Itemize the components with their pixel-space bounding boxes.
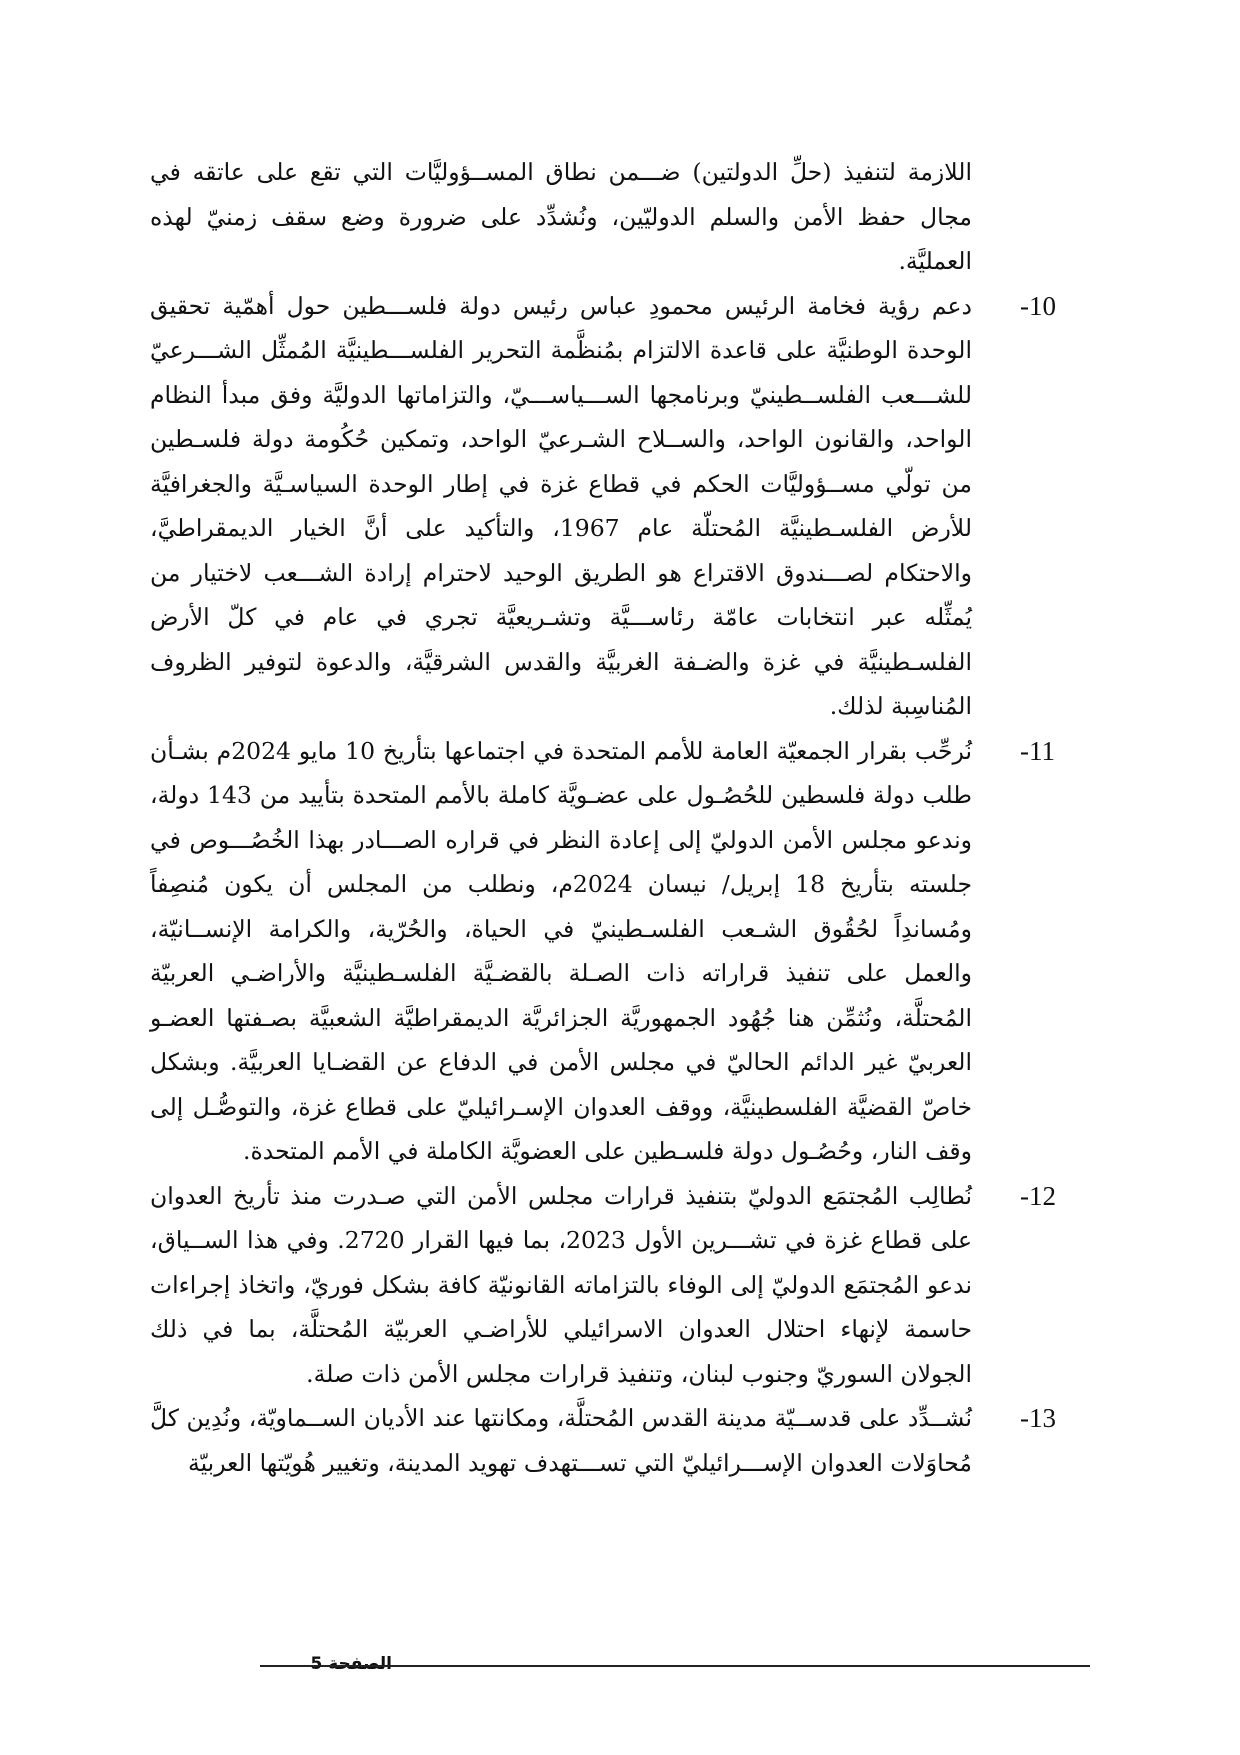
item-number	[972, 1174, 1090, 1219]
document-body	[150, 150, 1090, 1485]
item-number-text: -12	[1020, 1180, 1056, 1211]
item-number	[972, 1396, 1090, 1441]
item-text: نُرحِّب بقرار الجمعيّة العامة للأمم المتحدة في اجتماعها بتأريخ 10 مايو 2024م بشـأن طلب دولة فلسطين للحُصُـول على عضـويَّة كاملة بالأمم المتحدة بتأييد من 143 دولة، وندعو مجلس الأمن الدوليّ إلى إعادة النظر في قراره الصـــادر بهذا الخُصُـــوص في جلسته بتأريخ 18 إبريل/ نيسان 2024م، ونطلب من المجلس أن يكون مُنصِفاً ومُساندِاً لحُقُوق الشـعب الفلسـطينيّ في الحياة، والحُرّية، والكرامة الإنســانيّة، والعمل على تنفيذ قراراته ذات الصـلة بالقضـيَّة الفلسـطينيَّة والأراضـي العربيّة المُحتلَّة، ونُثمِّن هنا جُهُود الجمهوريَّة الجزائريَّة الديمقراطيَّة الشعبيَّة بصـفتها العضـو العربيّ غير الدائم الحاليّ في مجلس الأمن في الدفاع عن القضـايا العربيَّة. وبشكل خاصّ القضيَّة الفلسطينيَّة، ووقف العدوان الإسـرائيليّ على قطاع غزة، والتوصُّـل إلى وقف النار، وحُصُـول دولة فلسـطين على العضويَّة الكاملة في الأمم المتحدة.	[150, 736, 972, 1165]
item-text: دعم رؤية فخامة الرئيس محمودِ عباس رئيس دولة فلســـطين حول أهمّية تحقيق الوحدة الوطنيَّة على قاعدة الالتزام بمُنظَّمة التحرير الفلســـطينيَّة المُمثِّل الشـــرعيّ للشـــعب الفلســطينيّ وبرنامجها الســـياســـيّ، والتزاماتها الدوليَّة وفق مبدأ النظام الواحد، والقانون الواحد، والســلاح الشـرعيّ الواحد، وتمكين حُكُومة دولة فلسـطين من تولّي مســؤوليَّات الحكم في قطاع غزة في إطار الوحدة السياسـيَّة والجغرافيَّة للأرض الفلسـطينيَّة المُحتلّة عام 1967، والتأكيد على أنَّ الخيار الديمقراطيَّ، والاحتكام لصـــندوق الاقتراع هو الطريق الوحيد لاحترام إرادة الشـــعب لاختيار من يُمثِّله عبر انتخابات عامّة رئاســـيَّة وتشـريعيَّة تجري في عام في كلّ الأرض الفلسـطينيَّة في غزة والضـفة الغربيَّة والقدس الشرقيَّة، والدعوة لتوفير الظروف المُناسِبة لذلك.	[150, 291, 972, 720]
list-item-12	[150, 1174, 1090, 1397]
list-item-11	[150, 729, 1090, 1174]
item-text: نُشــدِّد على قدســيّة مدينة القدس المُحتلَّة، ومكانتها عند الأديان الســماويّة، ونُدِين كلَّ مُحاوَلات العدوان الإســـرائيليّ التي تســـتهدف تهويد المدينة، وتغيير هُويّتها العربيّة	[150, 1404, 972, 1477]
footer-divider	[260, 1665, 1090, 1667]
list-item-10	[150, 284, 1090, 729]
item-text: نُطالِب المُجتمَع الدوليّ بتنفيذ قرارات مجلس الأمن التي صـدرت منذ تأريخ العدوان على قطاع غزة في تشـــرين الأول 2023، بما فيها القرار 2720. وفي هذا الســياق، ندعو المُجتمَع الدوليّ إلى الوفاء بالتزاماته القانونيّة كافة بشكل فوريّ، واتخاذ إجراءات حاسمة لإنهاء احتلال العدوان الاسرائيلي للأراضـي العربيّة المُحتلَّة، بما في ذلك الجولان السوريّ وجنوب لبنان، وتنفيذ قرارات مجلس الأمن ذات صلة.	[150, 1181, 972, 1388]
item-number-text: -10	[1020, 290, 1056, 321]
item-number	[972, 729, 1090, 774]
intro-paragraph: اللازمة لتنفيذ (حلِّ الدولتين) ضـــمن نطاق المســؤوليَّات التي تقع على عاتقه في مجال حفظ الأمن والسلم الدوليّين، ونُشدِّد على ضرورة وضع سقف زمنيّ لهذه العمليَّة.	[150, 158, 972, 275]
item-number-text: -13	[1020, 1403, 1056, 1433]
list-item-13	[150, 1396, 1090, 1485]
item-number-text: -11	[1020, 735, 1055, 766]
page-number: الصفحة 5	[310, 1654, 392, 1674]
page-footer	[150, 1652, 1090, 1682]
item-number	[972, 284, 1090, 329]
